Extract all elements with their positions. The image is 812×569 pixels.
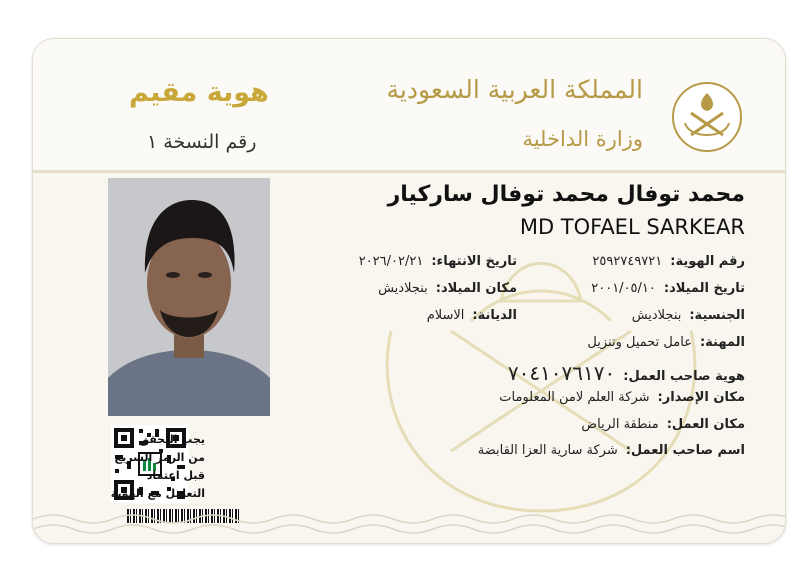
field-id-number: رقم الهوية:٢٥٩٢٧٤٩٧٢١ <box>592 254 745 269</box>
holder-name-english: MD TOFAEL SARKEAR <box>519 215 745 239</box>
field-employer-name: اسم صاحب العمل:شركة سارية العزا القابضة <box>477 443 745 458</box>
field-nationality: الجنسية:بنجلاديش <box>631 308 745 323</box>
kingdom-title: المملكة العربية السعودية <box>386 75 643 104</box>
field-birth-place: مكان الميلاد:بنجلاديش <box>378 281 517 296</box>
holder-name-arabic: محمد توفال محمد توفال ساركيار <box>387 182 745 207</box>
field-expiry-date: تاريخ الانتهاء:٢٠٢٦/٠٢/٢١ <box>358 254 517 269</box>
field-work-place: مكان العمل:منطقة الرياض <box>581 417 745 432</box>
copy-number: رقم النسخة ١ <box>147 131 257 153</box>
saudi-emblem-icon <box>671 81 743 153</box>
field-issue-place: مكان الإصدار:شركة العلم لامن المعلومات <box>499 390 745 405</box>
security-pattern <box>33 507 785 543</box>
field-occupation: المهنة:عامل تحميل وتنزيل <box>587 335 745 350</box>
permit-title: هوية مقيم <box>129 77 269 108</box>
field-employer-id: هوية صاحب العمل:٧٠٤١٠٧٦١٧٠ <box>507 361 745 385</box>
ministry-title: وزارة الداخلية <box>522 127 643 151</box>
field-religion: الديانة:الاسلام <box>426 308 517 323</box>
holder-photo <box>108 178 270 416</box>
qr-verify-notice: يجب التحقق من الرمز السريع قبل اعتماد التعامل مع الهوية <box>110 433 205 500</box>
header-separator <box>33 170 785 173</box>
resident-id-card <box>32 38 786 544</box>
field-birth-date: تاريخ الميلاد:٢٠٠١/٠٥/١٠ <box>591 281 745 296</box>
